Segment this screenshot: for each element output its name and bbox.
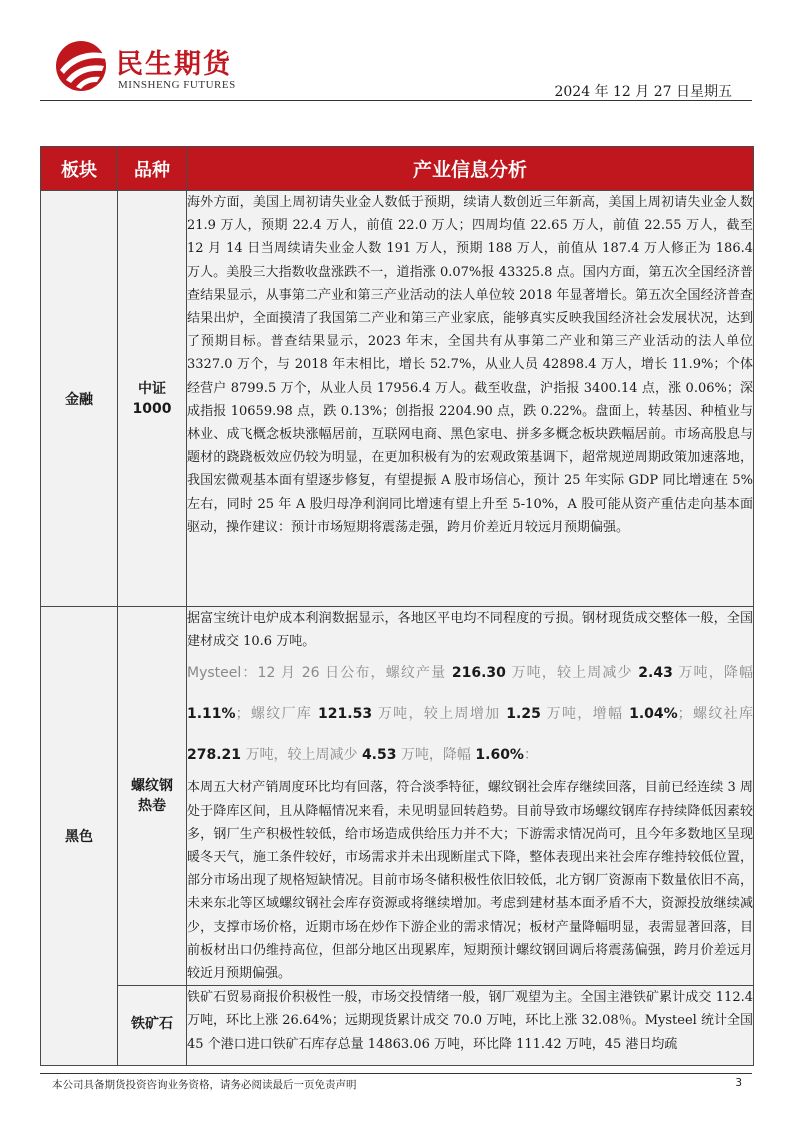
table-row-rebar [41,607,754,986]
brand-name-en: MINSHENG FUTURES [118,79,236,91]
variety-csi1000-line1: 中证 [138,380,166,397]
rebar-intro: 据富宝统计电炉成本利润数据显示，各地区平电均不同程度的亏损。钢材现货成交整体一般，全国建材成交 10.6 万吨。 [187,611,753,650]
analysis-rebar [187,607,754,986]
variety-iron-ore: 铁矿石 [118,986,187,1066]
sector-black: 黑色 [41,607,118,1066]
analysis-table [40,146,754,1066]
header-divider [40,100,752,101]
page-number: 3 [735,1077,742,1089]
col-header-variety: 品种 [118,147,187,191]
footer-divider [40,1073,752,1074]
variety-csi1000 [118,191,187,607]
footer-disclaimer: 本公司具备期货投资咨询业务资格，请务必阅读最后一页免责声明 [52,1079,357,1091]
table-row-iron-ore [41,986,754,1066]
table-header-row [41,147,754,191]
variety-rebar-line2: 热卷 [138,798,166,815]
minsheng-logo-icon [52,40,110,92]
table-row-finance [41,191,754,607]
sector-finance: 金融 [41,191,118,607]
variety-rebar-line1: 螺纹钢 [131,778,173,795]
col-header-sector: 板块 [41,147,118,191]
analysis-iron-ore: 铁矿石贸易商报价积极性一般，市场交投情绪一般，钢厂观望为主。全国主港铁矿累计成交 112.4 万吨，环比上涨 26.64%；远期现货累计成交 70.0 万吨，环比上涨 32.08％。Mysteel 统计全国 45 个港口进口铁矿石库存总量 14863.06 万吨，环比降 111.42 万吨，45 港日均疏 [187,986,754,1066]
brand-name-cn: 民生期货 [116,49,232,80]
report-date: 2024 年 12 月 27 日星期五 [554,84,732,100]
variety-rebar [118,607,187,986]
rebar-mysteel-data: Mysteel：12 月 26 日公布，螺纹产量 216.30 万吨，较上周减少 2.43 万吨，降幅 1.11%；螺纹厂库 121.53 万吨，较上周增加 1.25 万吨，增幅 1.04%；螺纹社库 278.21 万吨，较上周减少 4.53 万吨，降幅 1.60%： [187,665,753,764]
variety-csi1000-line2: 1000 [132,400,172,417]
analysis-csi1000: 海外方面，美国上周初请失业金人数低于预期，续请人数创近三年新高，美国上周初请失业金人数 21.9 万人，预期 22.4 万人，前值 22.0 万人；四周均值 22.65 万人，前值 22.55 万人，截至 12 月 14 日当周续请失业金人数 191 万人，预期 188 万人，前值从 187.4 万人修正为 186.4 万人。美股三大指数收盘涨跌不一，道指涨 0.07%报 43325.8 点。国内方面，第五次全国经济普查结果显示，从事第二产业和第三产业活动的法人单位较 2018 年显著增长。第五次全国经济普查结果出炉，全面摸清了我国第二产业和第三产业家底，能够真实反映我国经济社会发展状况，达到了预期目标。普查结果显示，2023 年末，全国共有从事第二产业和第三产业活动的法人单位 3327.0 万个，与 2018 年末相比，增长 52.7%，从业人员 42898.4 万人，增长 11.9%；个体经营户 8799.5 万个，从业人员 17956.4 万人。截至收盘，沪指报 3400.14 点，涨 0.06%；深成指报 10659.98 点，跌 0.13%；创指报 2204.90 点，跌 0.22%。盘面上，转基因、种植业与林业、成飞概念板块涨幅居前，互联网电商、黑色家电、拼多多概念板块跌幅居前。市场高股息与题材的跷跷板效应仍较为明显，在更加积极有为的宏观政策基调下，超常规逆周期政策加速落地，我国宏微观基本面有望逐步修复，有望提振 A 股市场信心，预计 25 年实际 GDP 同比增速在 5%左右，同时 25 年 A 股归母净利润同比增速有望上升至 5-10%，A 股可能从资产重估走向基本面驱动，操作建议：预计市场短期将震荡走强，跨月价差近月较远月预期偏强。 [187,191,754,607]
rebar-analysis-text: 本周五大材产销周度环比均有回落，符合淡季特征，螺纹钢社会库存继续回落，目前已经连续 3 周处于降库区间，且从降幅情况来看，未见明显回转趋势。目前导致市场螺纹钢库存持续降低因素较多，钢厂生产积极性较低，给市场造成供给压力并不大；下游需求情况尚可，且今年多数地区呈现暖冬天气，施工条件较好，市场需求并未出现断崖式下降，整体表现出来社会库存维持较低位置，部分市场出现了规格短缺情况。目前市场冬储积极性依旧较低，北方钢厂资源南下数量依旧不高，未来东北等区域螺纹钢社会库存资源或将继续增加。考虑到建材基本面矛盾不大，资源投放继续减少，支撑市场价格，近期市场在炒作下游企业的需求情况；板材产量降幅明显，表需显著回落，目前板材出口仍维持高位，但部分地区出现累库，短期预计螺纹钢回调后将震荡偏强，跨月价差远月较近月预期偏强。 [187,780,753,982]
col-header-analysis: 产业信息分析 [187,147,754,191]
